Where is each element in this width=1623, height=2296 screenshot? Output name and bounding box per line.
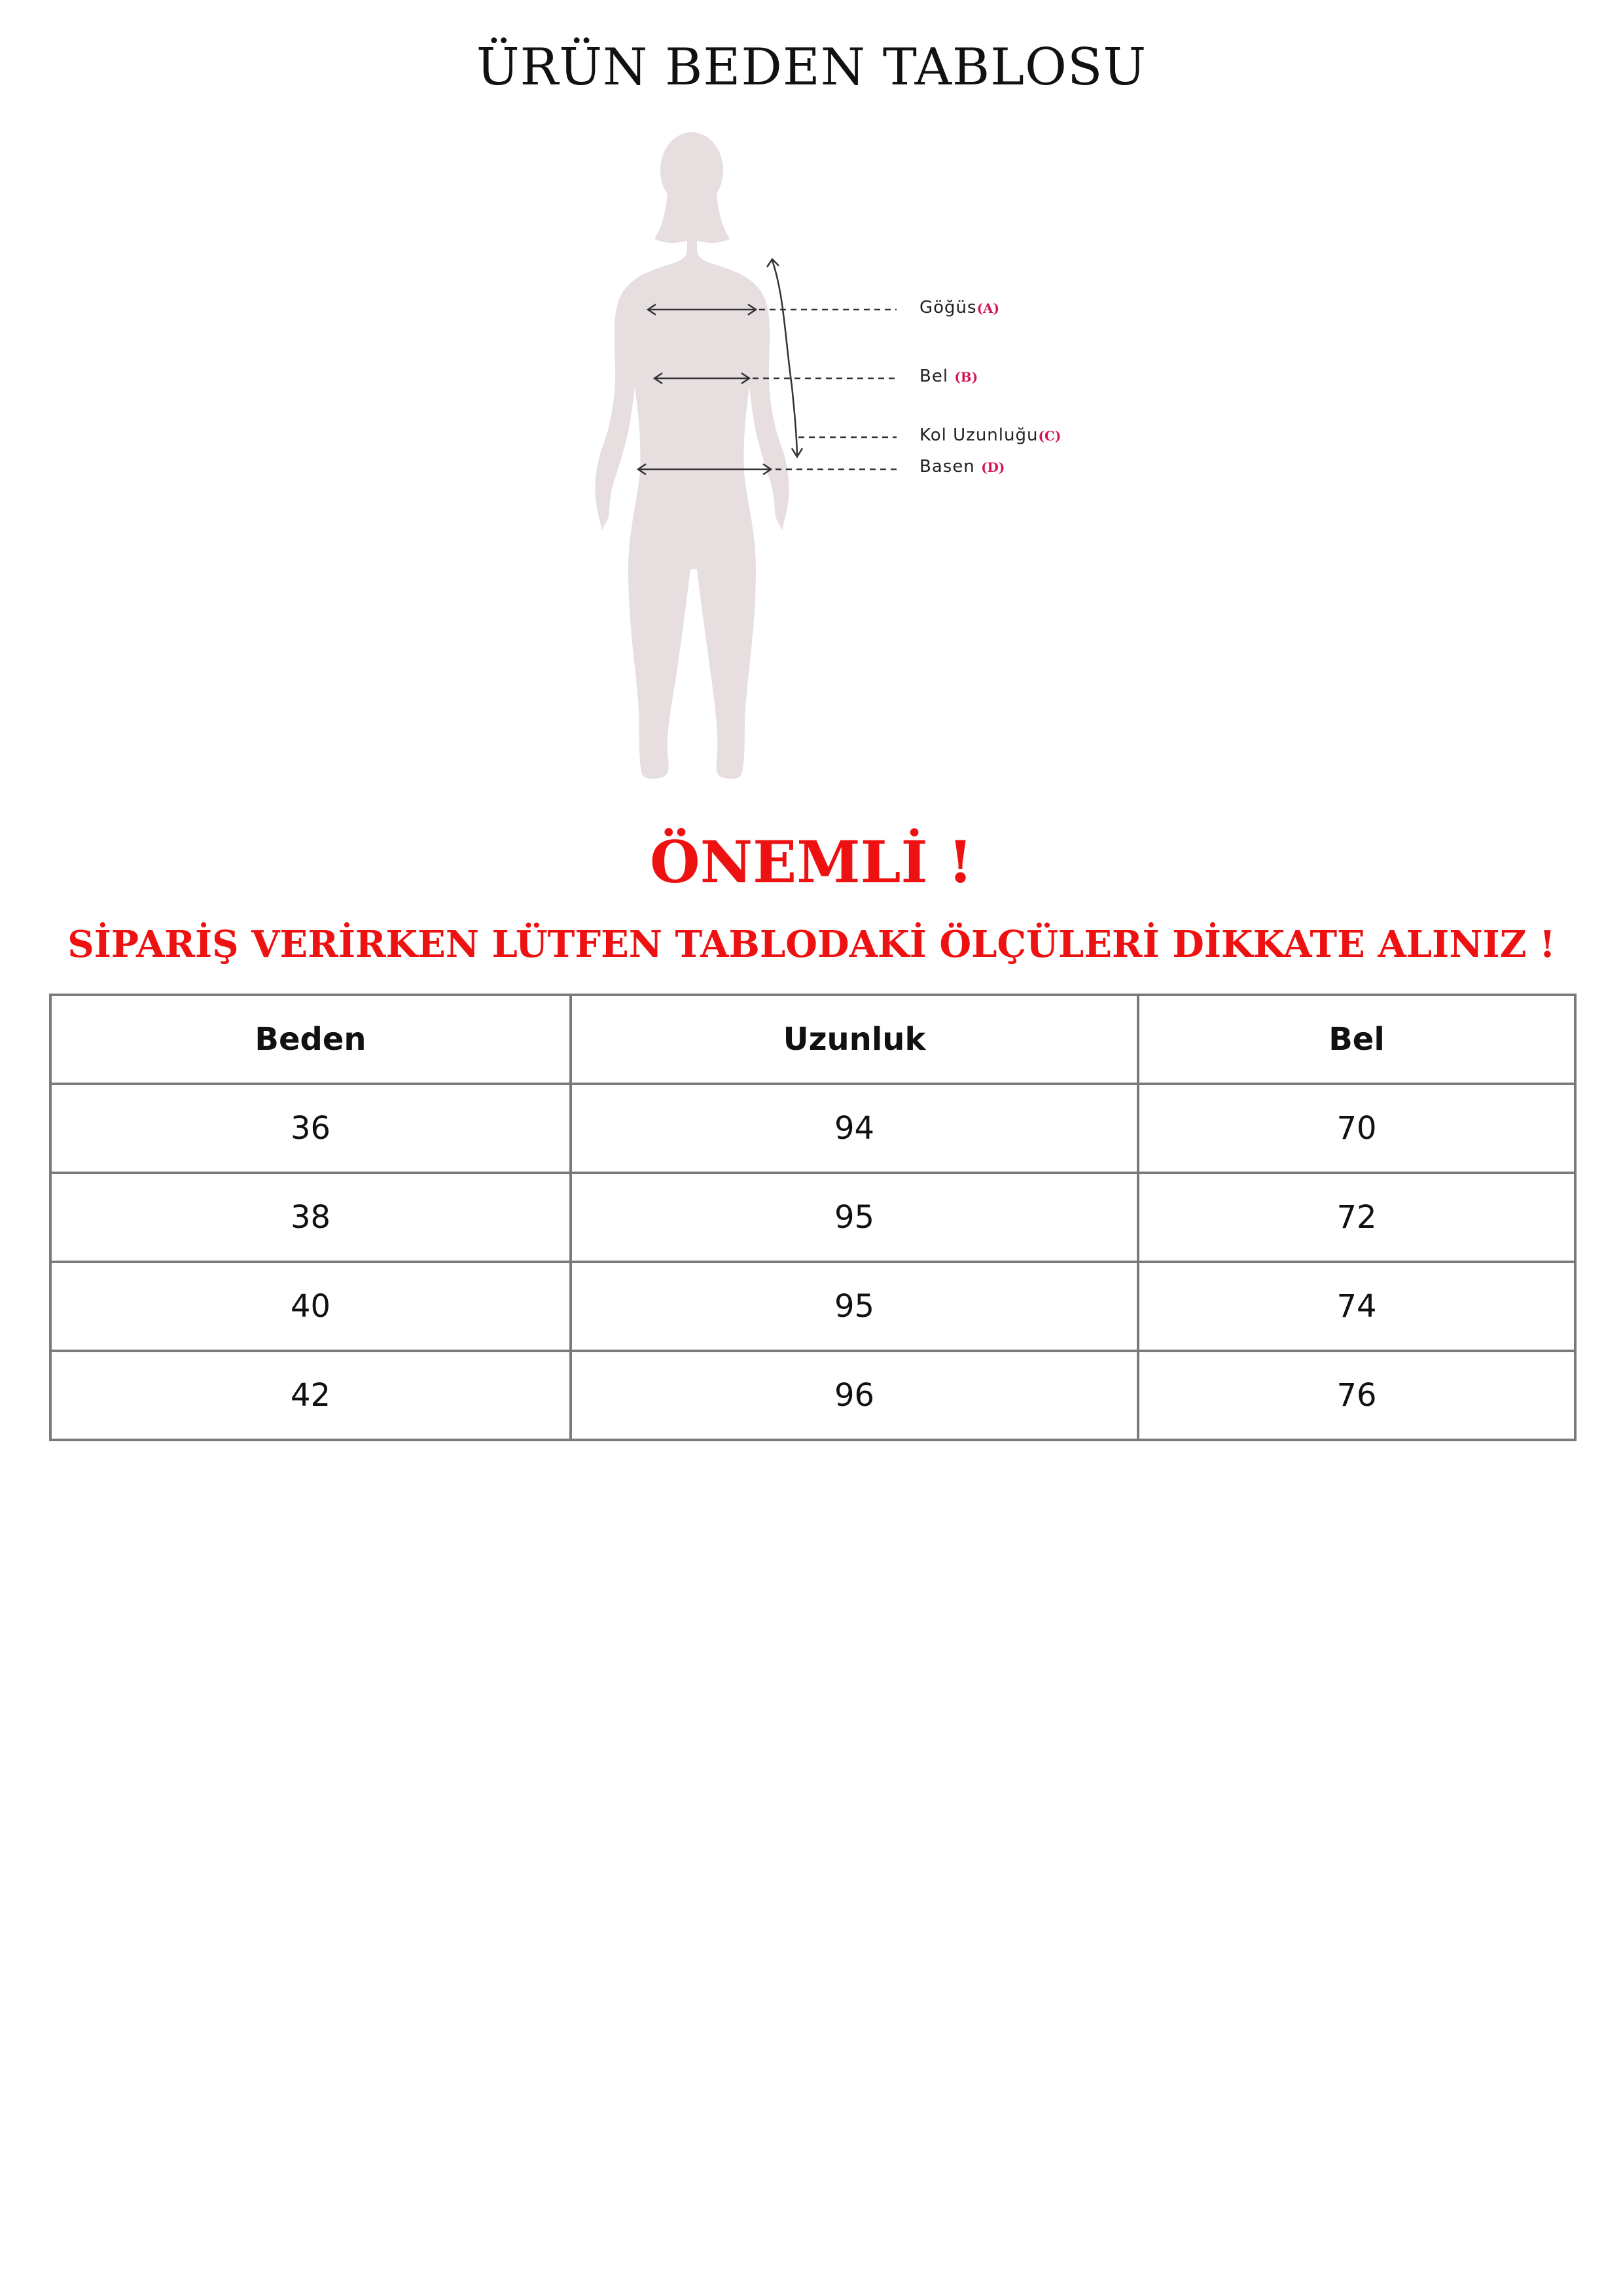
- cell-bel: 76: [1138, 1351, 1575, 1440]
- header-bel: Bel: [1138, 995, 1575, 1084]
- cell-beden: 42: [50, 1351, 571, 1440]
- page-title: ÜRÜN BEDEN TABLOSU: [476, 38, 1147, 97]
- table-row: [50, 1084, 1575, 1173]
- measurement-label-arm-length: Kol Uzunluğu(C): [919, 425, 1061, 445]
- cell-beden: 36: [50, 1084, 571, 1173]
- cell-bel: 70: [1138, 1084, 1575, 1173]
- table-row: [50, 1351, 1575, 1440]
- table-row: [50, 1262, 1575, 1351]
- cell-beden: 40: [50, 1262, 571, 1351]
- size-table: [49, 994, 1577, 1441]
- table-row: [50, 1173, 1575, 1262]
- header-beden: Beden: [50, 995, 571, 1084]
- measurement-label-waist: Bel (B): [919, 367, 978, 386]
- woman-silhouette-icon: [563, 124, 1086, 805]
- body-measurement-figure: [563, 124, 1086, 805]
- table-header-row: [50, 995, 1575, 1084]
- cell-uzunluk: 95: [571, 1173, 1138, 1262]
- cell-uzunluk: 94: [571, 1084, 1138, 1173]
- cell-beden: 38: [50, 1173, 571, 1262]
- cell-bel: 72: [1138, 1173, 1575, 1262]
- cell-uzunluk: 95: [571, 1262, 1138, 1351]
- measurement-label-hip: Basen (D): [919, 457, 1005, 476]
- order-notice: SİPARİŞ VERİRKEN LÜTFEN TABLODAKİ ÖLÇÜLERİ DİKKATE ALINIZ !: [67, 923, 1556, 966]
- cell-uzunluk: 96: [571, 1351, 1138, 1440]
- important-heading: ÖNEMLİ !: [650, 828, 973, 896]
- measurement-label-chest: Göğüs(A): [919, 298, 1000, 317]
- cell-bel: 74: [1138, 1262, 1575, 1351]
- header-uzunluk: Uzunluk: [571, 995, 1138, 1084]
